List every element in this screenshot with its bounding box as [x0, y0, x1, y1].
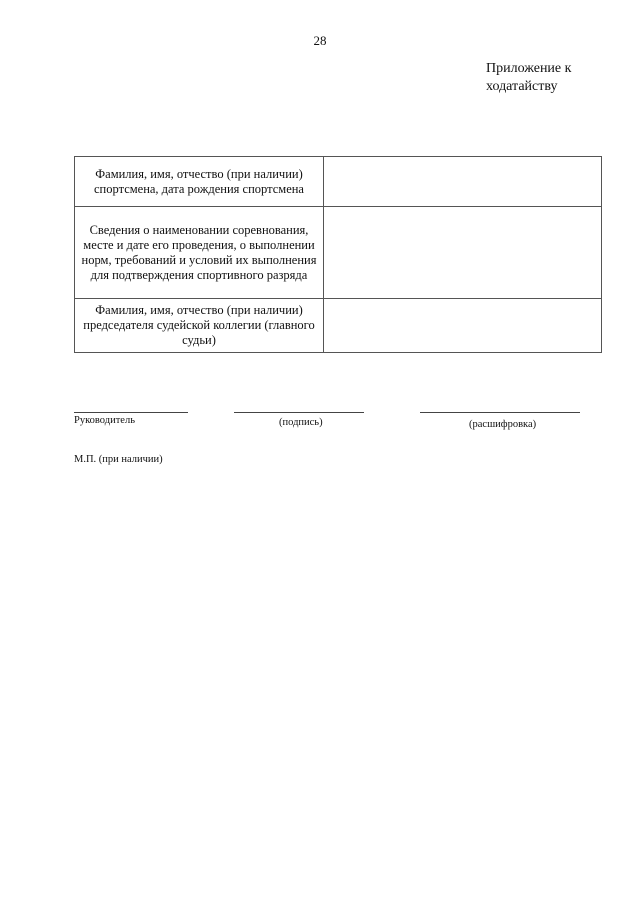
appendix-title-line-2: ходатайству	[486, 79, 558, 94]
table-row	[75, 299, 602, 353]
chief-judge-value[interactable]	[324, 299, 602, 353]
athlete-name-label: Фамилия, имя, отчество (при наличии) спортсмена, дата рождения спортсмена	[75, 157, 324, 207]
table-row	[75, 157, 602, 207]
appendix-title	[486, 60, 616, 96]
athlete-name-value[interactable]	[324, 157, 602, 207]
page-number: 28	[313, 33, 327, 48]
decoding-line[interactable]	[420, 412, 580, 413]
decoding-label: (расшифровка)	[469, 419, 537, 430]
signature-line[interactable]	[234, 412, 364, 413]
head-signature-line[interactable]	[74, 412, 188, 413]
competition-info-label: Сведения о наименовании соревнования, месте и дате его проведения, о выполнении норм, требований и условий их выполнения для подтверждения спортивного разряда	[75, 207, 324, 299]
head-label: Руководитель	[74, 415, 135, 426]
chief-judge-label: Фамилия, имя, отчество (при наличии) председателя судейской коллегии (главного судьи)	[75, 299, 324, 353]
form-table	[74, 156, 602, 353]
appendix-title-line-1: Приложение к	[486, 61, 572, 76]
signature-label: (подпись)	[279, 417, 323, 428]
table-row	[75, 207, 602, 299]
stamp-label: М.П. (при наличии)	[74, 454, 163, 465]
competition-info-value[interactable]	[324, 207, 602, 299]
